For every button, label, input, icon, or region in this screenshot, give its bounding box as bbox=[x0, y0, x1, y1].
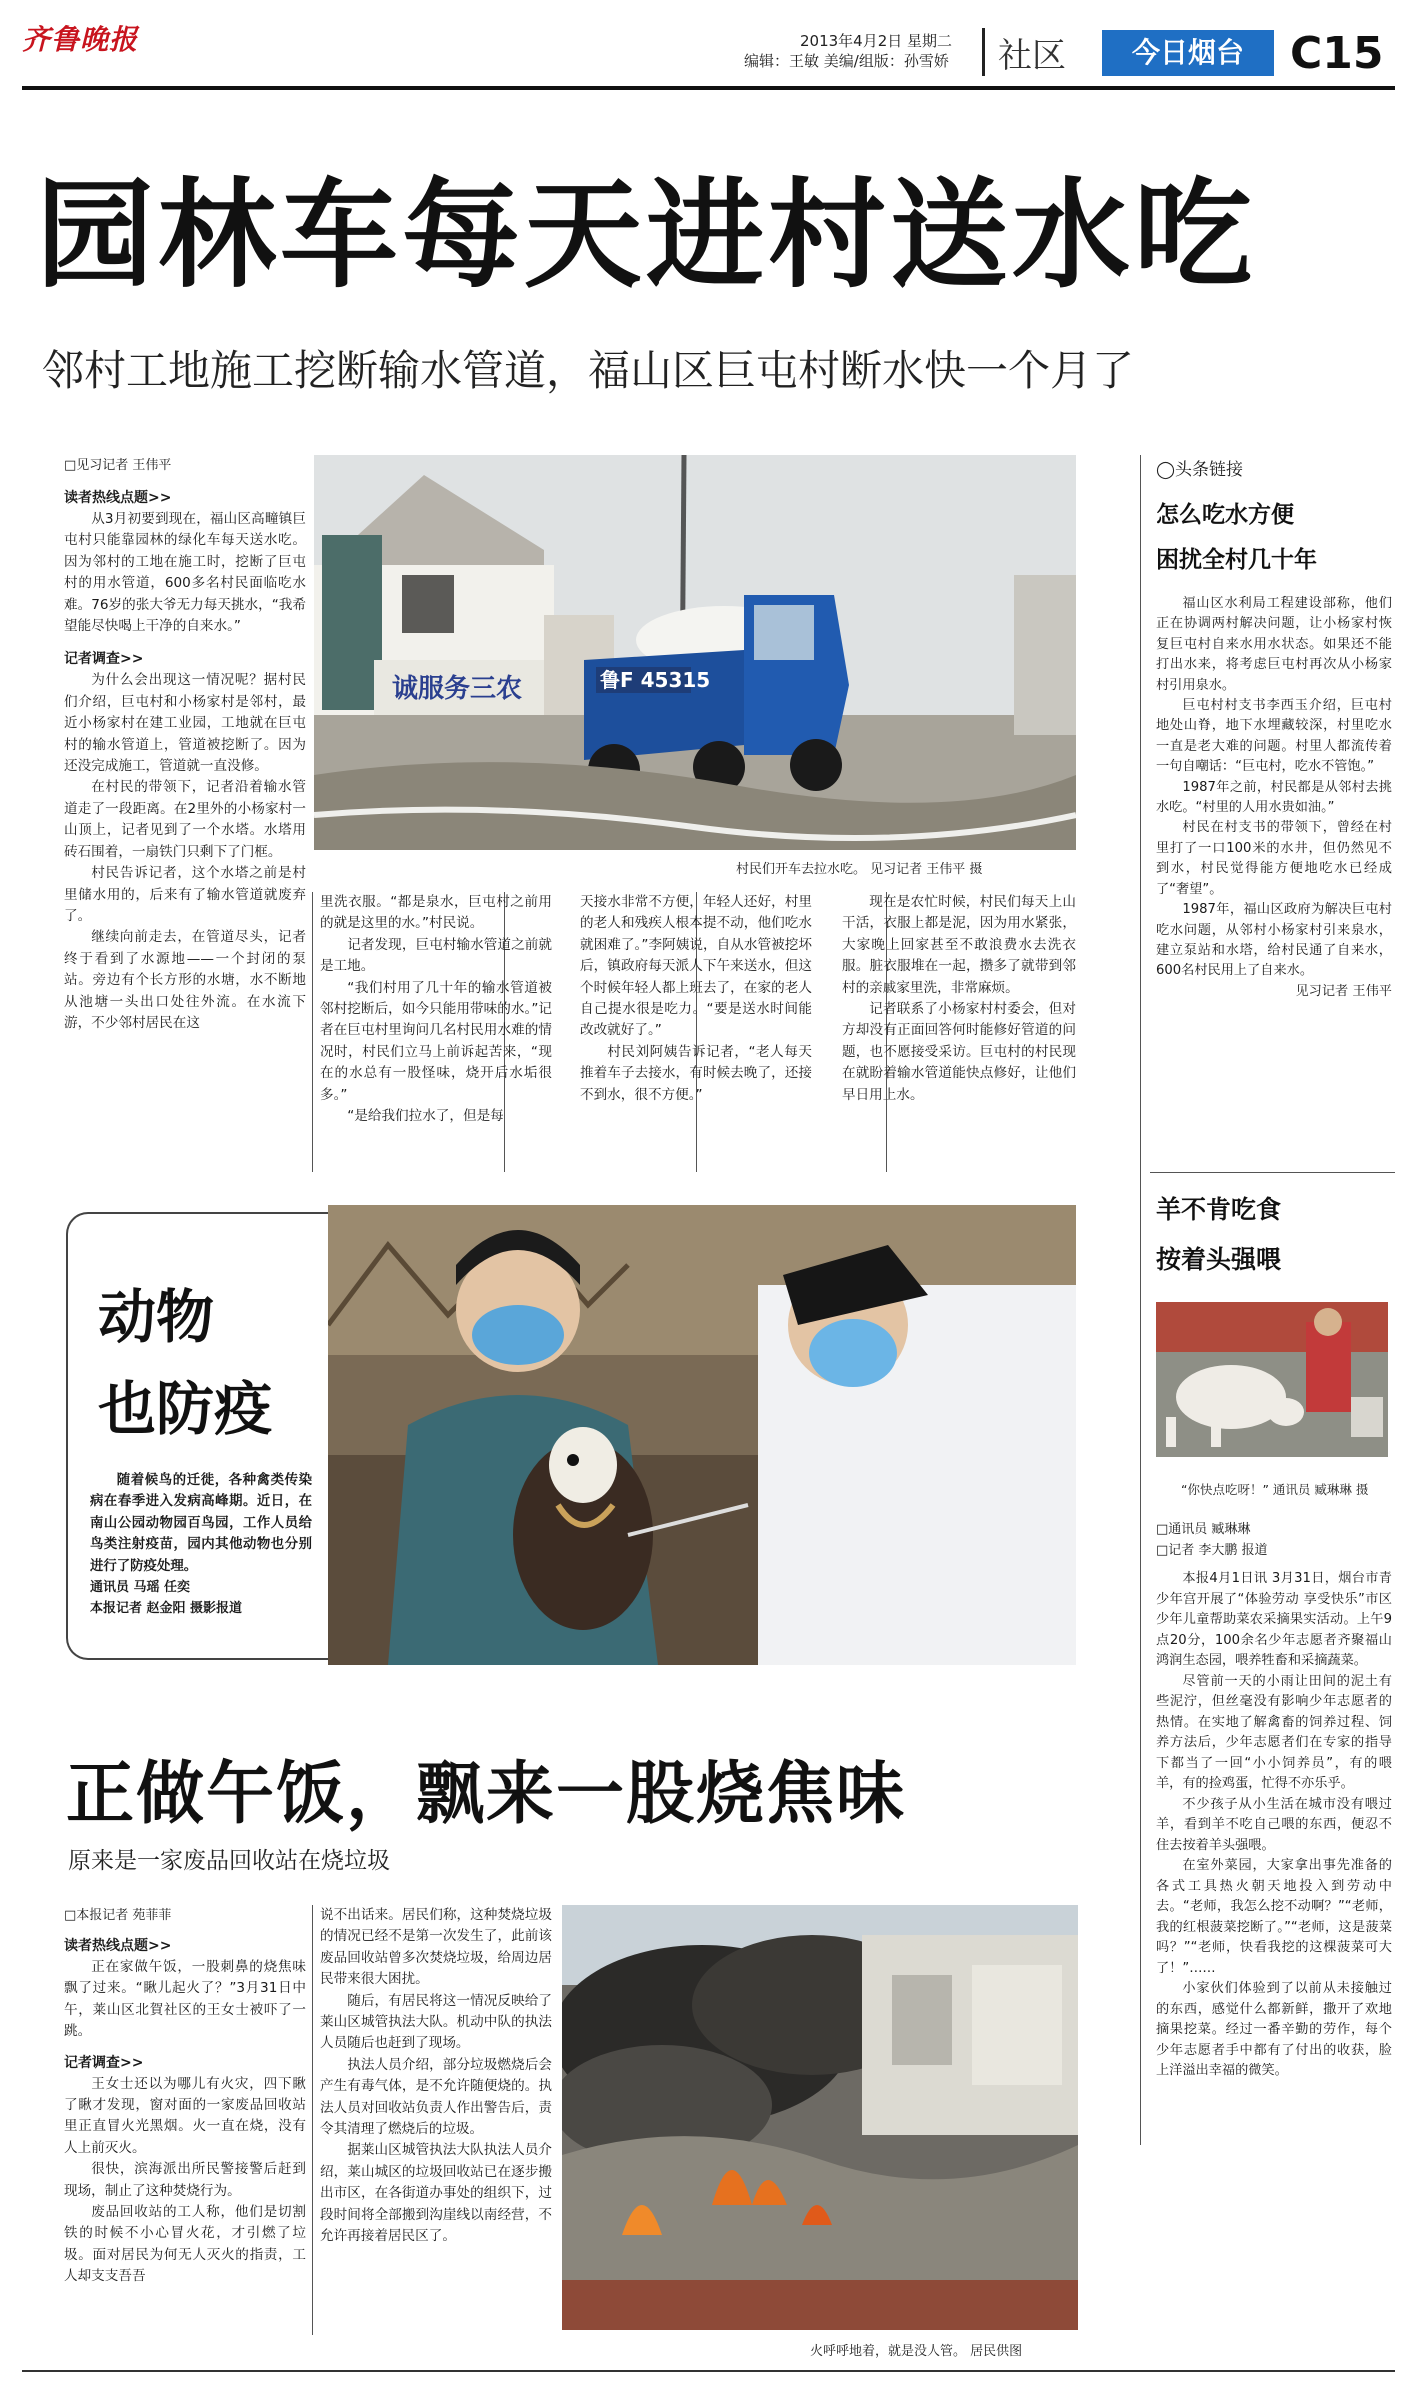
sheep-story bbox=[1156, 1190, 1392, 2082]
column-divider bbox=[312, 1905, 313, 2335]
garbage-fire-photo bbox=[562, 1905, 1078, 2330]
paragraph: 本报4月1日讯 3月31日，烟台市青少年宫开展了“体验劳动 享受快乐”市区少年儿童帮助菜农采摘果实活动。上午9点20分，100余名少年志愿者齐聚福山鸿润生态园，喂养牲畜和采摘蔬菜。 bbox=[1156, 1571, 1392, 1668]
paragraph: 不少孩子从小生活在城市没有喂过羊，看到羊不吃自己喂的东西，便忍不住去按着羊头强喂。 bbox=[1156, 1796, 1392, 1853]
lead-survey-label: 记者调查>> bbox=[64, 651, 144, 668]
lead-column-1 bbox=[64, 455, 306, 1034]
lead-subheadline: 邻村工地施工挖断输水管道，福山区巨屯村断水快一个月了 bbox=[42, 346, 1135, 395]
burning-photo bbox=[562, 1905, 1078, 2330]
lead-photo-caption: 村民们开车去拉水吃。 见习记者 王伟平 摄 bbox=[736, 862, 983, 877]
lead-byline: □见习记者 王伟平 bbox=[64, 458, 172, 473]
water-truck-photo bbox=[314, 455, 1076, 850]
section-label: 社区 bbox=[998, 36, 1066, 76]
paragraph: 村民告诉记者，这个水塔之前是村里储水用的，后来有了输水管道就废弃了。 bbox=[64, 865, 306, 924]
paragraph: 在村民的带领下，记者沿着输水管道走了一段距离。在2里外的小杨家村一山顶上，记者见到了一个水塔。水塔用砖石围着，一扇铁门只剩下了门框。 bbox=[64, 779, 306, 860]
paragraph: 小家伙们体验到了以前从未接触过的东西，感觉什么都新鲜，撒开了欢地摘果挖菜。经过一番辛勤的劳作，每个少年志愿者手中都有了付出的收获，脸上洋溢出幸福的微笑。 bbox=[1156, 1981, 1392, 2078]
section-rule bbox=[1150, 1172, 1395, 1173]
sheep-credit-1: □通讯员 臧琳琳 bbox=[1156, 1522, 1251, 1537]
burning-column-2 bbox=[320, 1905, 552, 2248]
paragraph: 天接水非常不方便，年轻人还好，村里的老人和残疾人根本提不动，他们吃水就困难了。”李阿姨说，自从水管被挖坏后，镇政府每天派人下午来送水，但这个时候年轻人都上班去了，在家的老人自己提水很是吃力。“要是送水时间能改改就好了。” bbox=[580, 894, 812, 1039]
sidebar-body bbox=[1156, 594, 1392, 1002]
sheep-photo bbox=[1156, 1302, 1388, 1457]
paragraph: 王女士还以为哪儿有火灾，四下瞅了瞅才发现，窗对面的一家废品回收站里正直冒火光黑烟。火一直在烧，没有人上前灭火。 bbox=[64, 2075, 306, 2156]
paragraph: 现在是农忙时候，村民们每天上山干活，衣服上都是泥，因为用水紧张，大家晚上回家甚至不敢浪费水去洗衣服。脏衣服堆在一起，攒多了就带到邻村的亲戚家里洗，非常麻烦。 bbox=[842, 894, 1076, 996]
burning-headline: 正做午饭，飘来一股烧焦味 bbox=[66, 1754, 907, 1834]
page-number: C15 bbox=[1290, 28, 1384, 79]
lead-headline: 园林车每天进村送水吃 bbox=[36, 165, 1257, 304]
wall-slogan: 诚服务三农 bbox=[392, 674, 523, 704]
burning-tip-label: 读者热线点题>> bbox=[64, 1938, 172, 1954]
masthead-divider bbox=[982, 28, 985, 76]
paragraph: 村民刘阿姨告诉记者，“老人每天推着车子去接水，有时候去晚了，还接不到水，很不方便。” bbox=[580, 1043, 812, 1103]
lead-tip-label: 读者热线点题>> bbox=[64, 490, 172, 506]
newspaper-logo: 齐鲁晚报 bbox=[22, 23, 139, 56]
sidebar-title-line-2: 困扰全村几十年 bbox=[1156, 547, 1317, 573]
sidebar-title-line-1: 怎么吃水方便 bbox=[1156, 502, 1294, 528]
burning-survey-label: 记者调查>> bbox=[64, 2054, 144, 2071]
paragraph: 废品回收站的工人称，他们是切割铁的时候不小心冒火花，才引燃了垃圾。面对居民为何无人灭火的指责，工人却支支吾吾 bbox=[64, 2204, 306, 2285]
paragraph: 据莱山区城管执法大队执法人员介绍，莱山城区的垃圾回收站已在逐步搬出市区，在各街道办事处的组织下，过段时间将全部搬到沟崖线以南经营，不允许再接着居民区了。 bbox=[320, 2142, 552, 2245]
page-bottom-rule bbox=[22, 2370, 1395, 2372]
sheep-feeding-photo bbox=[1156, 1302, 1388, 1457]
burning-column-1 bbox=[64, 1905, 306, 2288]
burning-subheadline: 原来是一家废品回收站在烧垃圾 bbox=[68, 1848, 390, 1874]
animal-credit-1: 通讯员 马瑶 任奕 bbox=[90, 1580, 191, 1596]
editors-line: 编辑：王敏 美编/组版：孙雪娇 bbox=[744, 52, 949, 70]
animal-credit-2: 本报记者 赵金阳 摄影报道 bbox=[90, 1601, 243, 1617]
section-badge: 今日烟台 bbox=[1102, 30, 1274, 76]
burning-tip-text: 正在家做午饭，一股刺鼻的烧焦味飘了过来。“瞅儿起火了？”3月31日中午，莱山区北賀社区的王女士被吓了一跳。 bbox=[64, 1959, 306, 2040]
paragraph: 福山区水利局工程建设部称，他们正在协调两村解决问题，让小杨家村恢复巨屯村自来水用水状态。如果还不能打出水来，将考虑巨屯村再次从小杨家村引用泉水。 bbox=[1156, 596, 1392, 693]
paragraph: 记者发现，巨屯村输水管道之前就是工地。 bbox=[320, 936, 552, 975]
sidebar-byline: 见习记者 王伟平 bbox=[1295, 983, 1392, 999]
masthead-rule bbox=[22, 86, 1395, 90]
paragraph: 继续向前走去，在管道尽头，记者终于看到了水源地——一个封闭的泵站。旁边有个长方形的水塘，水不断地从池塘一头出口处往外流。在水流下游，不少邻村居民在这 bbox=[64, 929, 306, 1031]
paragraph: 执法人员介绍，部分垃圾燃烧后会产生有毒气体，是不允许随便烧的。执法人员对回收站负责人作出警告后，责令其清理了燃烧后的垃圾。 bbox=[320, 2056, 552, 2138]
sheep-title-line-1: 羊不肯吃食 bbox=[1156, 1195, 1282, 1224]
lead-column-2 bbox=[320, 892, 552, 1127]
sidebar-kicker: ◯头条链接 bbox=[1156, 460, 1244, 480]
sidebar-link bbox=[1156, 455, 1392, 1002]
paragraph: 记者联系了小杨家村村委会，但对方却没有正面回答何时能修好管道的问题，也不愿接受采访。巨屯村的村民现在就盼着输水管道能快点修好，让他们早日用上水。 bbox=[842, 1001, 1076, 1103]
lead-tip-text: 从3月初要到现在，福山区高疃镇巨屯村只能靠园林的绿化车每天送水吃。因为邻村的工地在施工时，挖断了巨屯村的用水管道，600多名村民面临吃水难。76岁的张大爷无力每天挑水，“我希望能尽快喝上干净的自来水。” bbox=[64, 511, 306, 635]
paragraph: 随后，有居民将这一情况反映给了莱山区城管执法大队。机动中队的执法人员随后也赶到了现场。 bbox=[320, 1992, 552, 2052]
paragraph: “我们村用了几十年的输水管道被邻村挖断后，如今只能用带味的水。”记者在巨屯村里询问几名村民用水难的情况时，村民们立马上前诉起苦来，“现在的水总有一股怪味，烧开后水垢很多。” bbox=[320, 979, 552, 1103]
animal-text bbox=[90, 1470, 312, 1619]
sheep-title-line-2: 按着头强喂 bbox=[1156, 1245, 1282, 1274]
paragraph: 巨屯村村支书李西玉介绍，巨屯村地处山脊，地下水埋藏较深，村里吃水一直是老大难的问题。村里人都流传着一句自嘲话：“巨屯村，吃水不管饱。” bbox=[1156, 698, 1392, 775]
lead-photo bbox=[314, 455, 1076, 850]
sheep-body bbox=[1156, 1519, 1392, 2082]
vaccination-photo bbox=[328, 1205, 1076, 1665]
sheep-credit-2: □记者 李大鹏 报道 bbox=[1156, 1543, 1268, 1558]
animal-caption-text: 随着候鸟的迁徙，各种禽类传染病在春季进入发病高峰期。近日，在南山公园动物园百鸟园，工作人员给鸟类注射疫苗，园内其他动物也分别进行了防疫处理。 bbox=[90, 1473, 312, 1574]
paragraph: 为什么会出现这一情况呢？据村民们介绍，巨屯村和小杨家村是邻村，最近小杨家村在建工业园，工地就在巨屯村的输水管道上，管道被挖断了。因为还没完成施工，管道就一直没修。 bbox=[64, 672, 306, 775]
column-divider bbox=[312, 892, 313, 1172]
paragraph: 1987年，福山区政府为解决巨屯村吃水问题，从邻村小杨家村引来泉水，建立泵站和水塔，给村民通了自来水，600名村民用上了自来水。 bbox=[1156, 902, 1392, 979]
paragraph: “是给我们拉水了，但是每 bbox=[347, 1108, 504, 1125]
paragraph: 里洗衣服。“都是泉水，巨屯村之前用的就是这里的水。”村民说。 bbox=[320, 894, 552, 932]
burning-photo-caption: 火呼呼地着，就是没人管。 居民供图 bbox=[810, 2344, 1023, 2359]
lead-column-4 bbox=[842, 892, 1076, 1106]
animal-photo bbox=[328, 1205, 1076, 1665]
paragraph: 在室外菜园，大家拿出事先准备的各式工具热火朝天地投入到劳动中去。“老师，我怎么挖不动啊？”“老师，我的红根菠菜挖断了。”“老师，这是菠菜吗？”“老师，快看我挖的这棵菠菜可大了！”…… bbox=[1156, 1858, 1392, 1976]
paragraph: 说不出话来。居民们称，这种焚烧垃圾的情况已经不是第一次发生了，此前该废品回收站曾多次焚烧垃圾，给周边居民带来很大困扰。 bbox=[320, 1907, 552, 1988]
date-line: 2013年4月2日 星期二 bbox=[800, 32, 953, 50]
animal-title-line-2: 也防疫 bbox=[98, 1375, 273, 1443]
paragraph: 1987年之前，村民都是从邻村去挑水吃。“村里的人用水贵如油。” bbox=[1156, 779, 1392, 816]
paragraph: 村民在村支书的带领下，曾经在村里打了一口100米的水井，但仍然见不到水，村民觉得能方便地吃水已经成了“奢望”。 bbox=[1156, 820, 1392, 897]
burning-byline: □本报记者 苑菲菲 bbox=[64, 1908, 172, 1923]
truck-plate: 鲁F 45315 bbox=[600, 668, 711, 692]
paragraph: 尽管前一天的小雨让田间的泥土有些泥泞，但丝毫没有影响少年志愿者的热情。在实地了解禽畜的饲养过程、饲养方法后，少年志愿者们在专家的指导下都当了一回“小小饲养员”，有的喂羊，有的捡鸡蛋，忙得不亦乐乎。 bbox=[1156, 1673, 1392, 1791]
sidebar-divider bbox=[1140, 455, 1141, 2145]
animal-title-line-1: 动物 bbox=[98, 1283, 215, 1351]
sheep-caption: “你快点吃呀！” 通讯员 臧琳琳 摄 bbox=[1181, 1482, 1369, 1497]
lead-column-3 bbox=[580, 892, 812, 1106]
paragraph: 很快，滨海派出所民警接警后赶到现场，制止了这种焚烧行为。 bbox=[64, 2161, 306, 2199]
